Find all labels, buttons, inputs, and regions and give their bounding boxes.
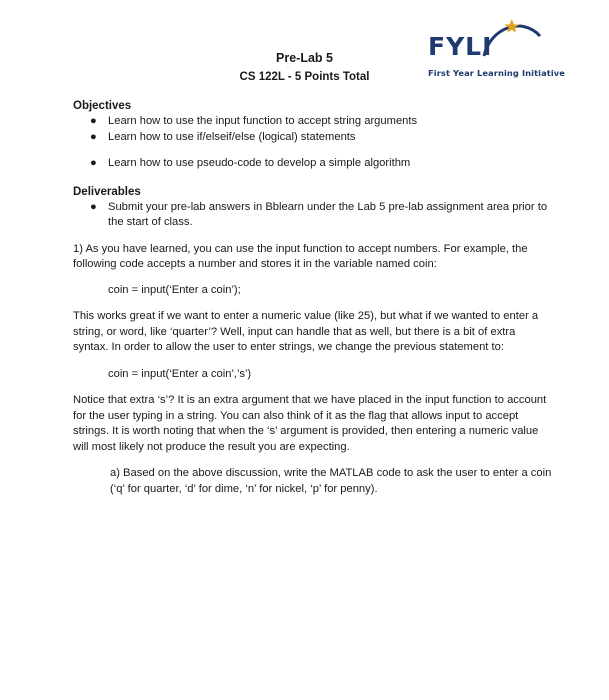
bullet-icon: ●	[90, 200, 97, 213]
paragraph-string-input: This works great if we want to enter a numeric value (like 25), but what if we wanted to enter a string, or word, like ‘quarter’? Well, input can handle that as well, but there is a bit of extra syntax. In order to allow the user to enter strings, we change the previous statement to:	[73, 310, 539, 353]
fyli-logo	[424, 18, 566, 80]
logo-wordmark: FYLI	[428, 32, 493, 61]
list-item: ● Learn how to use if/elseif/else (logical) statements	[73, 130, 553, 146]
objectives-list	[73, 114, 553, 172]
paragraph-extra-argument: Notice that extra ‘s’? It is an extra argument that we have placed in the input function to account for the user typing in a string. You can also think of it as the flag that allows input to accept strings. It is worth noting that when the ‘s’ argument is provided, then entering a numeric value will most likely not produce the result you are expecting.	[73, 394, 547, 453]
objectives-heading: Objectives	[73, 100, 132, 112]
list-item: ● Learn how to use pseudo-code to develop a simple algorithm	[73, 156, 553, 172]
bullet-icon: ●	[90, 115, 97, 127]
code-snippet-string: coin = input(‘Enter a coin’,’s’)	[108, 367, 252, 380]
list-item: ● Submit your pre-lab answers in Bblearn under the Lab 5 pre-lab assignment area prior to the start of class.	[90, 200, 548, 228]
deliverables-heading: Deliverables	[73, 185, 141, 198]
question-a: a) Based on the above discussion, write the MATLAB code to ask the user to enter a coin (‘q’ for quarter, ‘d’ for dime, ‘n’ for nickel, ‘p’ for penny).	[110, 467, 552, 495]
document-body	[73, 98, 553, 497]
bullet-icon: ●	[90, 130, 97, 143]
deliverables-list	[73, 200, 553, 231]
paragraph-intro: 1) As you have learned, you can use the input function to accept numbers. For example, the following code accepts a number and stores it in the variable named coin:	[73, 242, 528, 270]
list-item: ● Learn how to use the input function to accept string arguments	[73, 114, 553, 130]
bullet-icon: ●	[90, 157, 97, 169]
code-snippet-numeric: coin = input(‘Enter a coin’);	[108, 283, 241, 296]
page-title: Pre-Lab 5	[276, 51, 333, 65]
logo-tagline: First Year Learning Initiative	[428, 68, 566, 78]
page-subtitle: CS 122L - 5 Points Total	[239, 71, 370, 83]
